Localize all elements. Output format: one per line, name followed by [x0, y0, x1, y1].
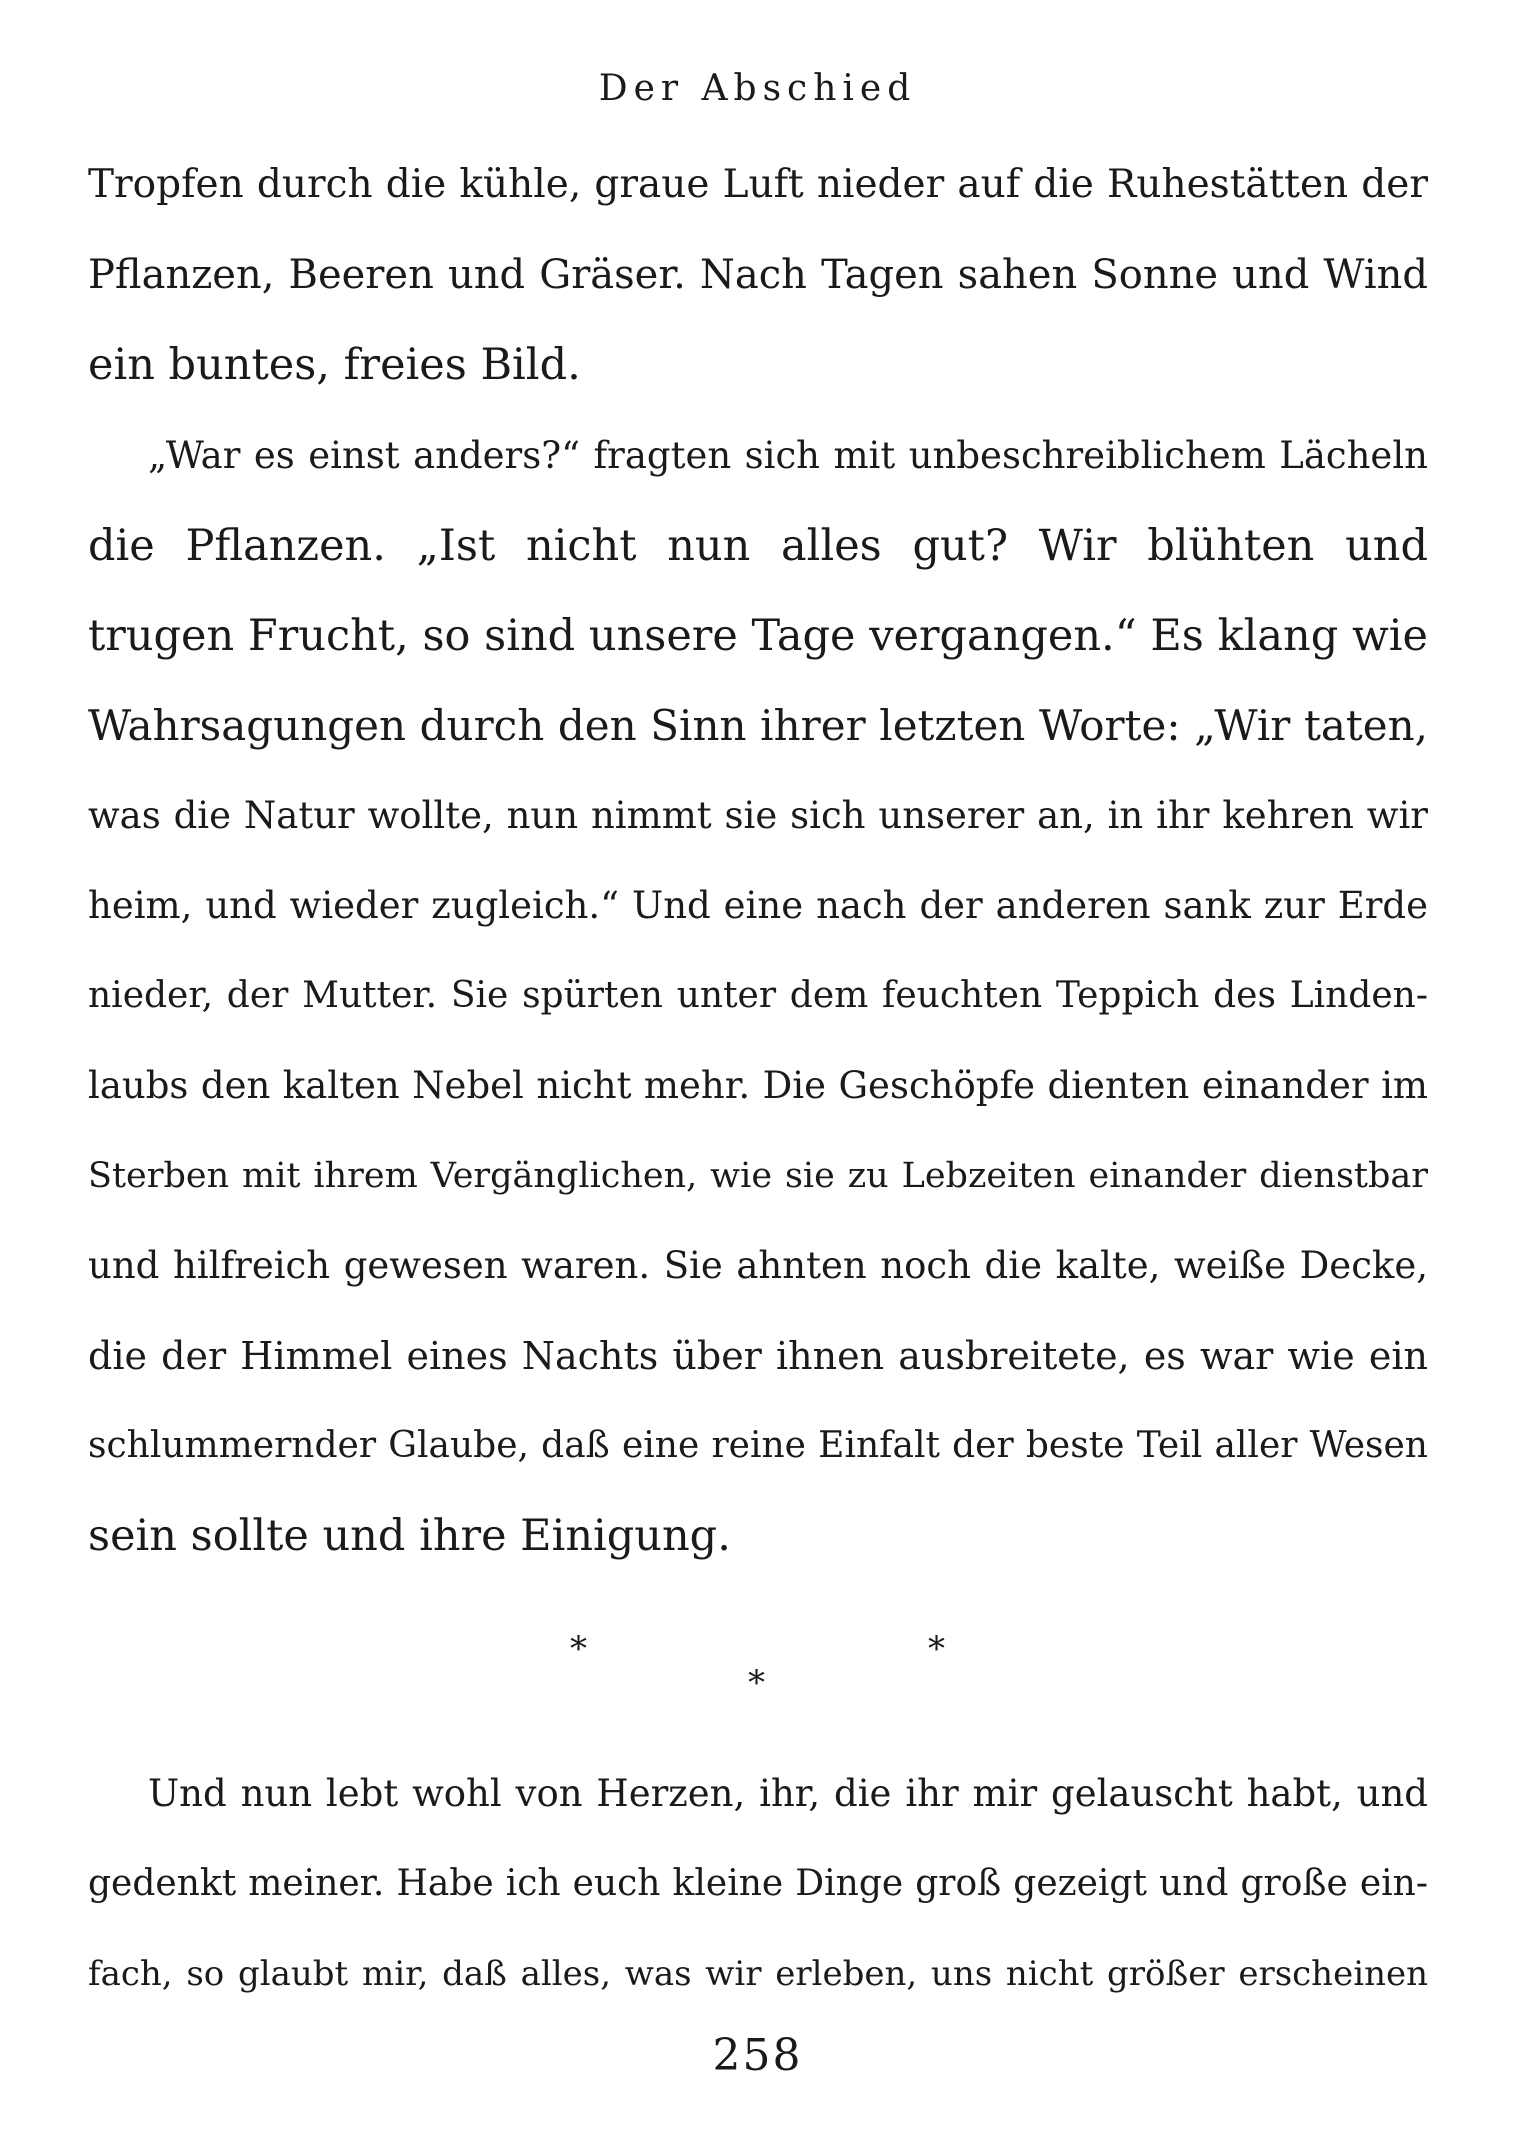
text-line: die der Himmel eines Nachts über ihnen ausbreitete, es war wie ein: [88, 1334, 1428, 1378]
page-number: 258: [712, 2030, 803, 2081]
text-line: Wahrsagungen durch den Sinn ihrer letzten Worte: „Wir taten,: [88, 701, 1428, 750]
text-line: fach, so glaubt mir, daß alles, was wir erleben, uns nicht größer erscheinen: [88, 1954, 1428, 1994]
text-line: laubs den kalten Nebel nicht mehr. Die Geschöpfe dienten einander im: [88, 1064, 1428, 1107]
text-line: schlummernder Glaube, daß eine reine Einfalt der beste Teil aller Wesen: [88, 1425, 1428, 1466]
text-line: die Pflanzen. „Ist nicht nun alles gut? Wir blühten und: [88, 521, 1428, 571]
separator-star: *: [748, 1663, 765, 1703]
text-line: Sterben mit ihrem Vergänglichen, wie sie zu Lebzeiten einander dienstbar: [88, 1156, 1428, 1196]
running-head: Der Abschied: [598, 68, 917, 109]
text-line: nieder, der Mutter. Sie spürten unter dem feuchten Teppich des Linden-: [88, 975, 1428, 1016]
text-line: Pflanzen, Beeren und Gräser. Nach Tagen sahen Sonne und Wind: [88, 252, 1428, 298]
text-line: heim, und wieder zugleich.“ Und eine nach der anderen sank zur Erde: [88, 884, 1428, 927]
separator-star: *: [570, 1629, 587, 1669]
text-line: Tropfen durch die kühle, graue Luft nieder auf die Ruhestätten der: [88, 162, 1428, 207]
text-line: „War es einst anders?“ fragten sich mit unbeschreiblichem Lächeln: [148, 434, 1428, 477]
text-line: Und nun lebt wohl von Herzen, ihr, die ihr mir gelauscht habt, und: [148, 1772, 1428, 1815]
separator-star: *: [928, 1629, 945, 1669]
text-line: und hilfreich gewesen waren. Sie ahnten noch die kalte, weiße Decke,: [88, 1244, 1428, 1287]
text-line: trugen Frucht, so sind unsere Tage vergangen.“ Es klang wie: [88, 611, 1428, 661]
text-line: was die Natur wollte, nun nimmt sie sich unserer an, in ihr kehren wir: [88, 794, 1428, 837]
text-line: ein buntes, freies Bild.: [88, 340, 581, 390]
text-line: gedenkt meiner. Habe ich euch kleine Dinge groß gezeigt und große ein-: [88, 1863, 1428, 1904]
text-line: sein sollte und ihre Einigung.: [88, 1511, 731, 1561]
